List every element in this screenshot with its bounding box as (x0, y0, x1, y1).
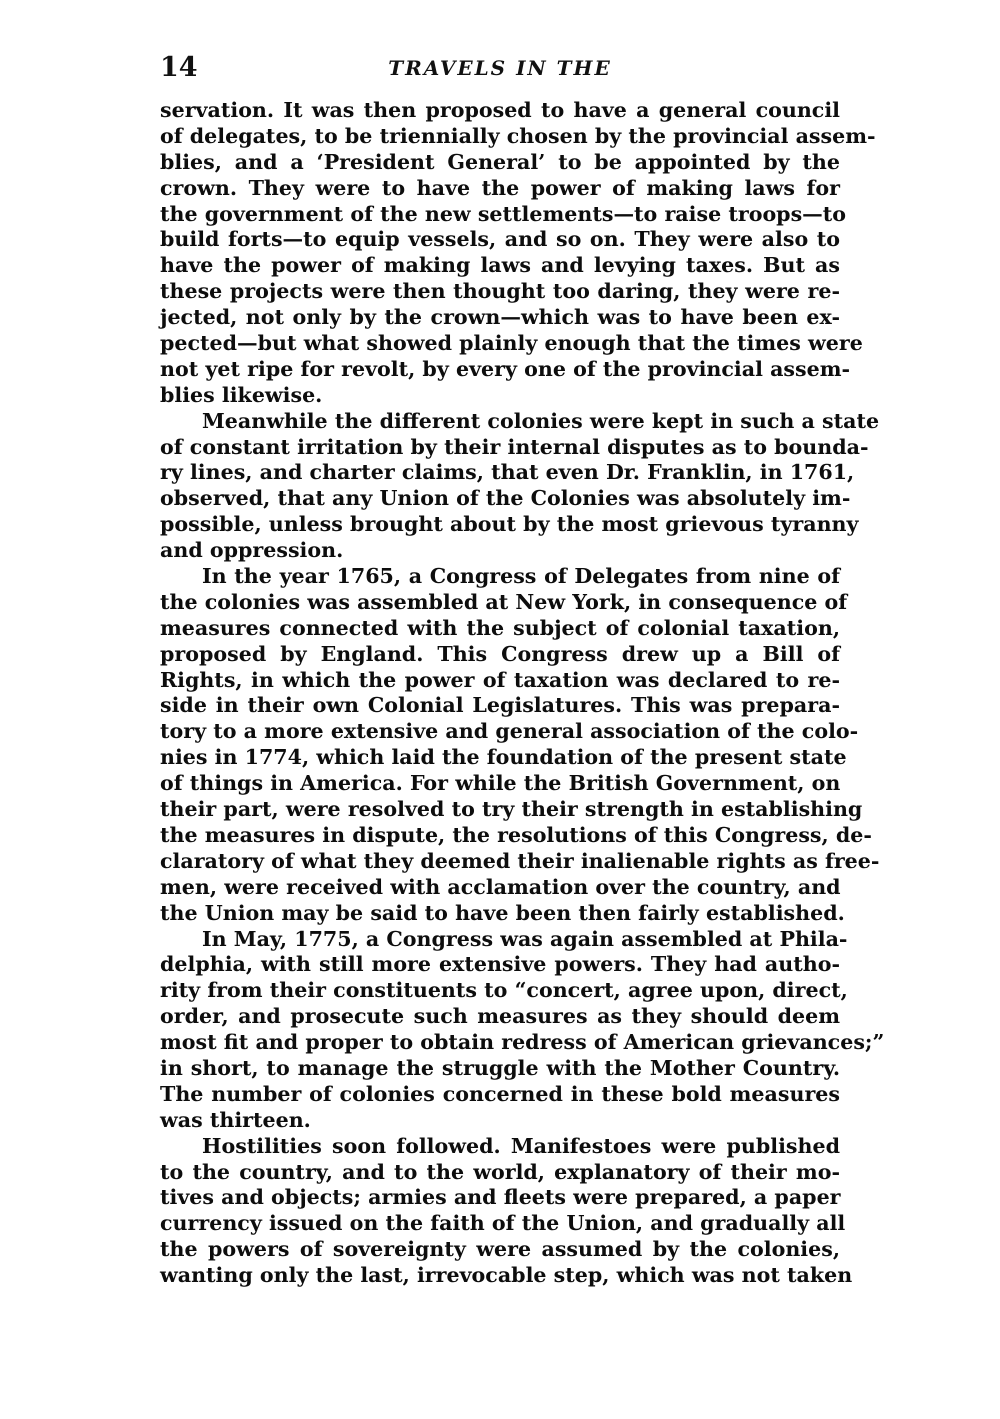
text-line: Hostilities soon followed. Manifestoes were published (202, 1133, 840, 1158)
text-line: currency issued on the faith of the Union, and gradually all (160, 1211, 846, 1236)
text-line: rity from their constituents to “concert, agree upon, direct, (160, 978, 848, 1003)
text-line: ry lines, and charter claims, that even Dr. Franklin, in 1761, (160, 460, 855, 485)
body-text (160, 98, 885, 1289)
text-line: their part, were resolved to try their strength in establishing (160, 797, 863, 822)
text-line: blies likewise. (160, 382, 323, 407)
text-line: Meanwhile the different colonies were kept in such a state (202, 408, 880, 433)
text-line: to the country, and to the world, explanatory of their mo- (160, 1159, 840, 1184)
text-line: the colonies was assembled at New York, in consequence of (160, 589, 848, 614)
text-line: the government of the new settlements—to raise troops—to (160, 201, 847, 226)
running-title: TRAVELS IN THE (388, 56, 612, 80)
text-line: of delegates, to be triennially chosen by the provincial assem- (160, 123, 876, 148)
paragraph (160, 926, 885, 1134)
text-line: the powers of sovereignty were assumed by the colonies, (160, 1237, 840, 1262)
text-line: Rights, in which the power of taxation was declared to re- (160, 667, 840, 692)
paragraph (160, 564, 880, 926)
text-line: not yet ripe for revolt, by every one of the provincial assem- (160, 356, 851, 381)
text-line: claratory of what they deemed their inalienable rights as free- (160, 848, 880, 873)
text-line: In May, 1775, a Congress was again assembled at Phila- (202, 926, 848, 951)
text-line: observed, that any Union of the Colonies was absolutely im- (160, 486, 851, 511)
text-line: nies in 1774, which laid the foundation of the present state (160, 745, 847, 770)
running-head (160, 52, 840, 88)
text-line: tives and objects; armies and fleets were prepared, a paper (160, 1185, 841, 1210)
text-line: possible, unless brought about by the most grievous tyranny (160, 512, 859, 537)
paragraph (160, 408, 880, 564)
text-line: measures connected with the subject of colonial taxation, (160, 615, 840, 640)
text-line: In the year 1765, a Congress of Delegates from nine of (202, 564, 840, 589)
text-line: was thirteen. (160, 1107, 311, 1132)
paragraph (160, 98, 876, 409)
text-line: servation. It was then proposed to have a general council (160, 98, 840, 122)
text-line: tory to a more extensive and general association of the colo- (160, 719, 859, 744)
page-number: 14 (160, 52, 198, 83)
text-line: side in their own Colonial Legislatures. This was prepara- (160, 693, 840, 718)
text-line: pected—but what showed plainly enough that the times were (160, 331, 863, 356)
paragraph (160, 1133, 853, 1289)
text-line: of constant irritation by their internal disputes as to bounda- (160, 434, 869, 459)
text-line: build forts—to equip vessels, and so on. They were also to (160, 227, 840, 252)
text-line: the Union may be said to have been then fairly established. (160, 900, 845, 925)
text-line: jected, not only by the crown—which was to have been ex- (160, 305, 840, 330)
text-line: wanting only the last, irrevocable step, which was not taken (160, 1263, 853, 1288)
text-line: order, and prosecute such measures as they should deem (160, 1004, 840, 1029)
text-line: of things in America. For while the British Government, on (160, 771, 841, 796)
text-line: proposed by England. This Congress drew up a Bill of (160, 641, 840, 666)
text-line: these projects were then thought too daring, they were re- (160, 279, 840, 304)
text-line: delphia, with still more extensive powers. They had autho- (160, 952, 840, 977)
text-line: and oppression. (160, 538, 344, 563)
text-line: The number of colonies concerned in these bold measures (160, 1081, 840, 1106)
text-line: have the power of making laws and levying taxes. But as (160, 253, 840, 278)
text-line: the measures in dispute, the resolutions of this Congress, de- (160, 822, 872, 847)
text-line: in short, to manage the struggle with the Mother Country. (160, 1055, 840, 1080)
text-line: crown. They were to have the power of making laws for (160, 175, 840, 200)
text-line: men, were received with acclamation over the country, and (160, 874, 841, 899)
text-line: most fit and proper to obtain redress of American grievances;” (160, 1030, 885, 1055)
text-line: blies, and a ‘President General’ to be appointed by the (160, 149, 840, 174)
